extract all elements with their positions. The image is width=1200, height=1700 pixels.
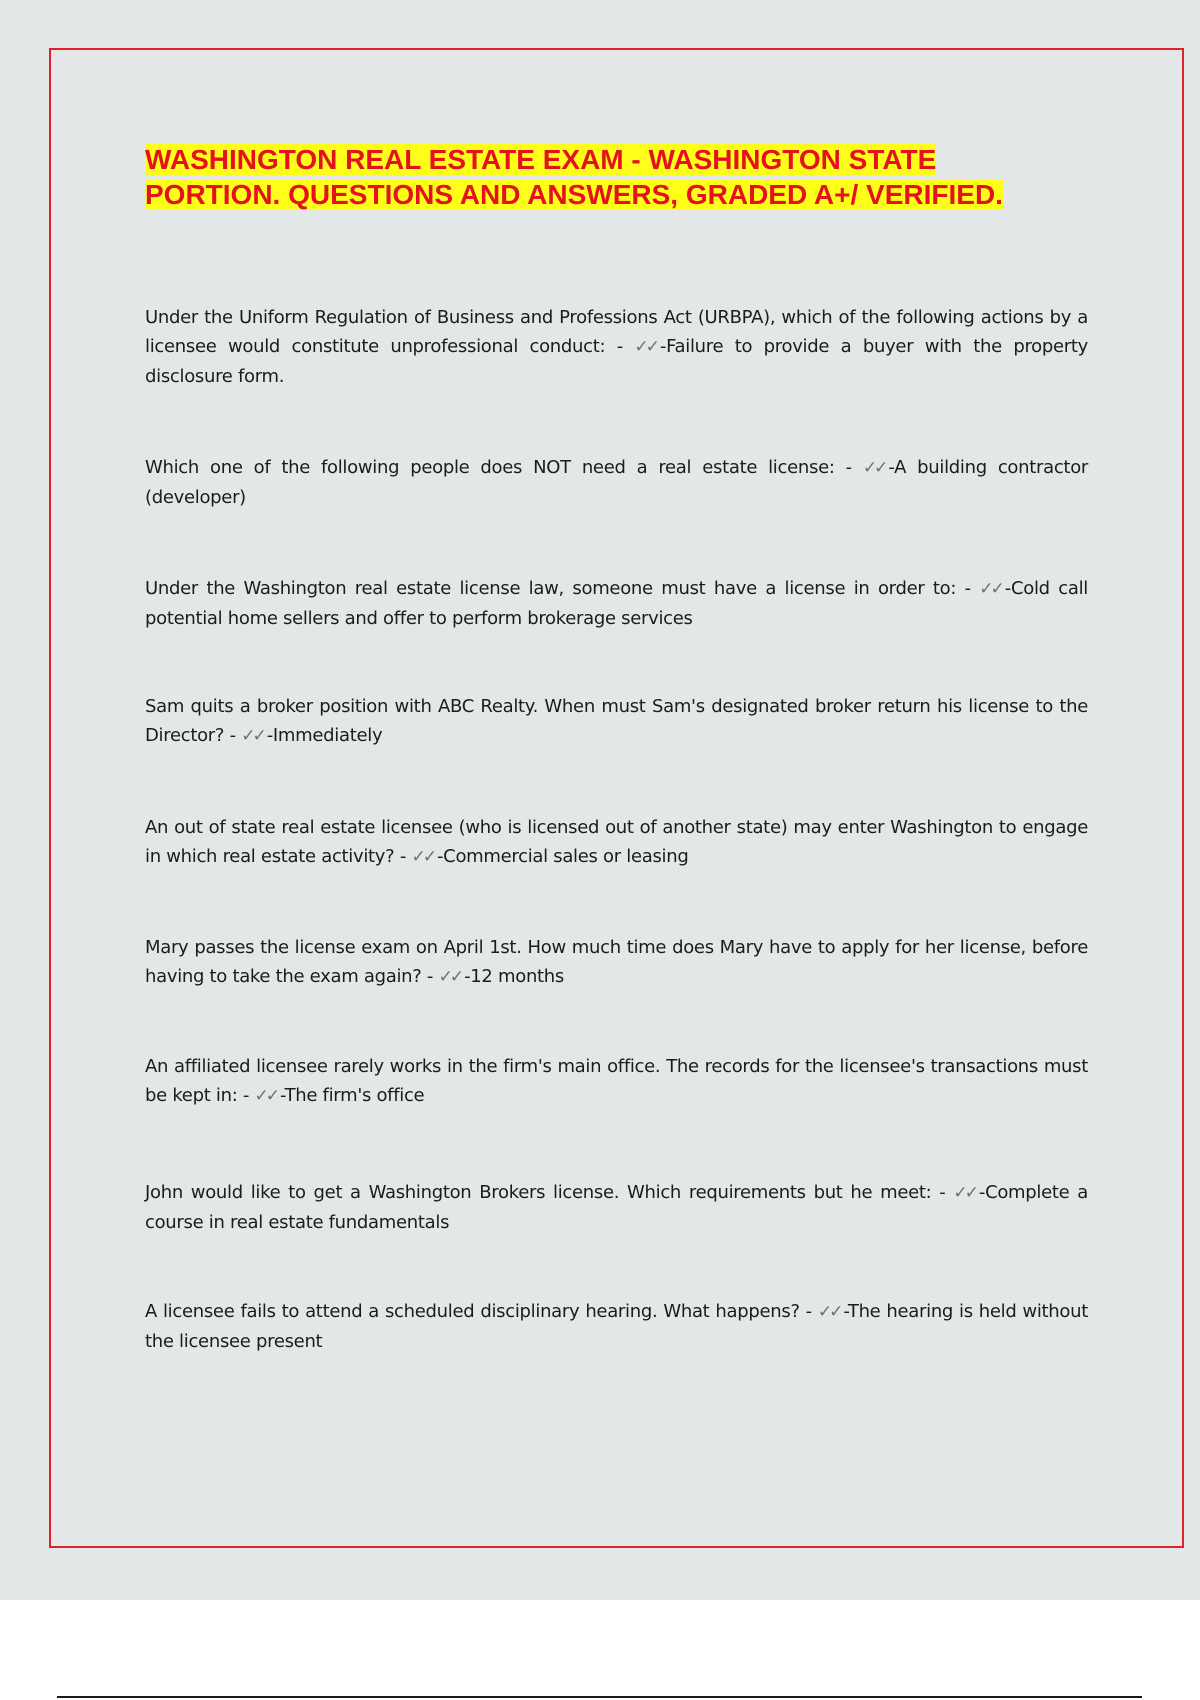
qa-item-6: Mary passes the license exam on April 1st. How much time does Mary have to apply for her license, before having to take the exam again? - ✓✓ -12 months — [145, 933, 1088, 992]
question-text: Which one of the following people does NOT need a real estate license: — [145, 457, 835, 478]
double-check-icon: ✓✓ — [254, 1086, 278, 1106]
qa-item-9: A licensee fails to attend a scheduled disciplinary hearing. What happens? - ✓✓ -The hearing is held without the licensee present — [145, 1297, 1088, 1356]
double-check-icon: ✓✓ — [241, 726, 264, 746]
double-check-icon: ✓✓ — [979, 579, 1002, 599]
question-text: Under the Washington real estate license law, someone must have a license in order to: — [145, 578, 957, 599]
answer-text: Immediately — [272, 725, 383, 746]
qa-item-2: Which one of the following people does NOT need a real estate license: - ✓✓ -A building contractor (developer) — [145, 453, 1088, 512]
double-check-icon: ✓✓ — [438, 967, 462, 987]
answer-text: Cold call potential home sellers and offer to perform brokerage services — [145, 578, 1088, 629]
answer-text: A building contractor (developer) — [145, 457, 1089, 508]
answer-text: Failure to provide a buyer with the property disclosure form. — [145, 336, 1088, 387]
qa-item-4: Sam quits a broker position with ABC Realty. When must Sam's designated broker return his license to the Director? - ✓✓ -Immediately — [145, 692, 1088, 751]
question-text: Under the Uniform Regulation of Business and Professions Act (URBPA), which of the following actions by a licensee would constitute unprofessional conduct: — [145, 307, 1088, 357]
question-text: Sam quits a broker position with ABC Realty. When must Sam's designated broker return his license to the Director? — [145, 696, 1088, 746]
answer-text: Commercial sales or leasing — [443, 846, 689, 867]
qa-item-1: Under the Uniform Regulation of Business and Professions Act (URBPA), which of the following actions by a licensee would constitute unprofessional conduct: - ✓✓ -Failure to provide a buyer with the property disclosure form. — [145, 307, 1088, 387]
qa-item-8: John would like to get a Washington Brokers license. Which requirements but he meet: - ✓✓ -Complete a course in real estate fundamentals — [145, 1178, 1088, 1237]
qa-item-3: Under the Washington real estate license law, someone must have a license in order to: - ✓✓ -Cold call potential home sellers and offer to perform brokerage services — [145, 574, 1088, 633]
question-text: A licensee fails to attend a scheduled disciplinary hearing. What happens? — [145, 1301, 800, 1322]
answer-text: The hearing is held without the licensee present — [145, 1301, 1088, 1352]
double-check-icon: ✓✓ — [411, 847, 434, 867]
double-check-icon: ✓✓ — [953, 1183, 976, 1203]
double-check-icon: ✓✓ — [634, 337, 657, 357]
qa-item-5: An out of state real estate licensee (who is licensed out of another state) may enter Washington to engage in which real estate activity? - ✓✓ -Commercial sales or leasing — [145, 813, 1088, 872]
question-text: John would like to get a Washington Brokers license. Which requirements but he meet: — [145, 1182, 932, 1203]
title-line-2: PORTION. QUESTIONS AND ANSWERS, GRADED A+/ VERIFIED. — [145, 179, 1003, 210]
question-text: An out of state real estate licensee (who is licensed out of another state) may enter Washington to engage in which real estate activity? — [145, 817, 1088, 867]
question-text: Mary passes the license exam on April 1st. How much time does Mary have to apply for her license, before having to take the exam again? — [145, 937, 1088, 987]
title-line-1: WASHINGTON REAL ESTATE EXAM - WASHINGTON STATE — [145, 144, 937, 175]
answer-text: The firm's office — [284, 1085, 425, 1106]
answer-text: Complete a course in real estate fundamentals — [145, 1182, 1088, 1233]
answer-text: 12 months — [470, 966, 564, 987]
double-check-icon: ✓✓ — [862, 458, 886, 478]
question-text: An affiliated licensee rarely works in the firm's main office. The records for the licensee's transactions must be kept in: — [145, 1056, 1088, 1106]
qa-item-7: An affiliated licensee rarely works in the firm's main office. The records for the licensee's transactions must be kept in: - ✓✓ -The firm's office — [145, 1052, 1088, 1111]
footer-divider — [57, 1696, 1142, 1698]
double-check-icon: ✓✓ — [817, 1302, 841, 1322]
document-title — [145, 142, 1090, 212]
